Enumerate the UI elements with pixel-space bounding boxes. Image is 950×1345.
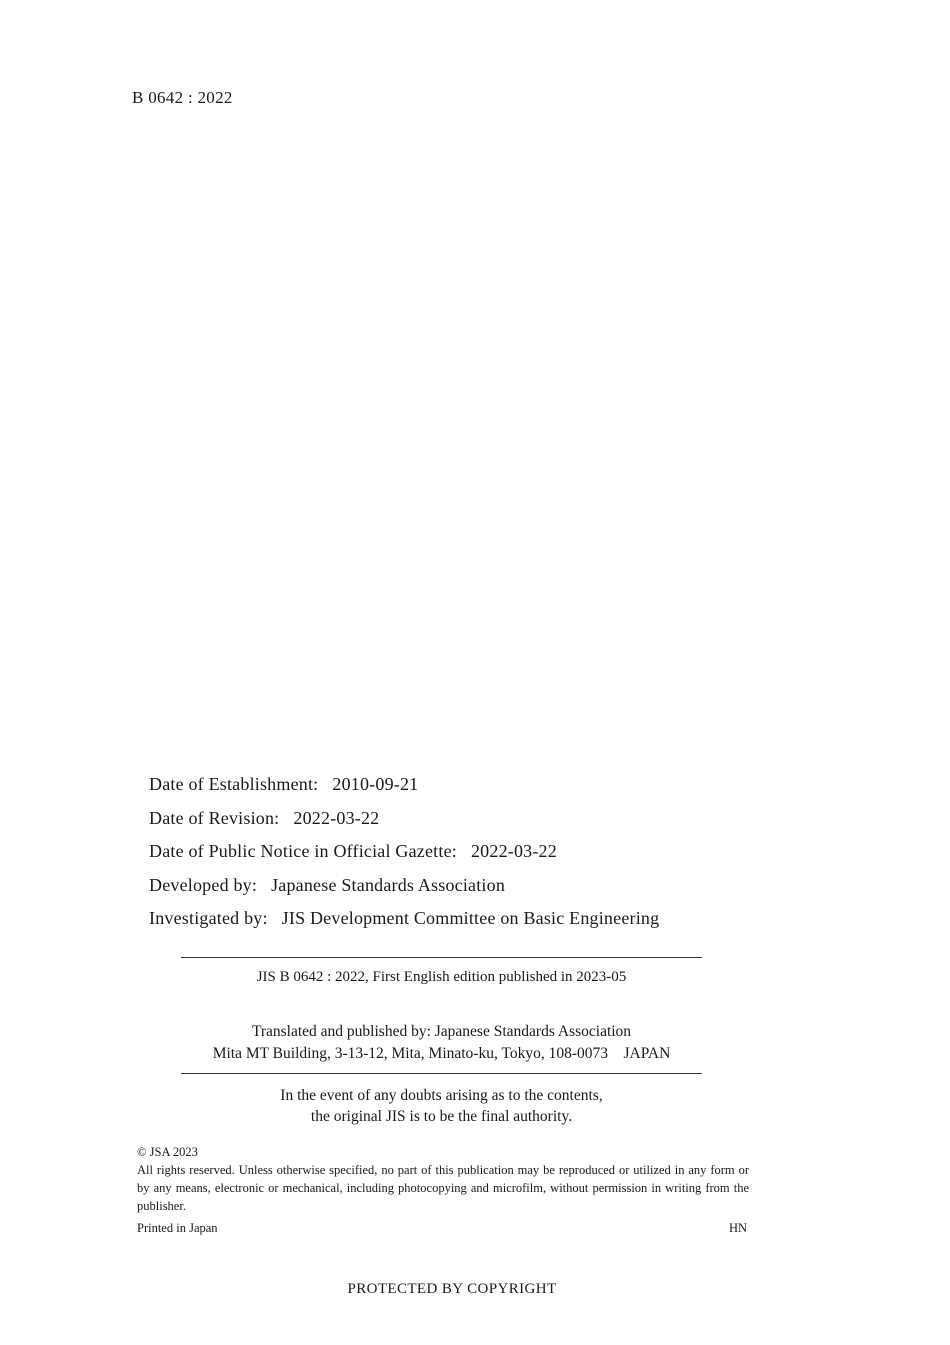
authority-line-1: In the event of any doubts arising as to the contents, <box>280 1087 603 1104</box>
developed-by-label: Developed by: <box>149 874 258 895</box>
date-revision-value: 2022-03-22 <box>293 807 380 828</box>
copyright-holder: © JSA 2023 <box>137 1145 198 1159</box>
date-establishment-value: 2010-09-21 <box>332 774 419 794</box>
divider-bottom <box>181 1073 702 1074</box>
date-establishment-label: Date of Establishment: <box>149 774 319 794</box>
date-public-notice-row <box>149 839 659 873</box>
print-code: HN <box>728 1221 747 1235</box>
print-info-row <box>137 1221 747 1236</box>
publisher-address: Mita MT Building, 3-13-12, Mita, Minato-ku, Tokyo, 108-0073 JAPAN <box>212 1045 671 1062</box>
date-revision-label: Date of Revision: <box>149 807 280 828</box>
investigated-by-row <box>149 906 659 940</box>
date-revision-row <box>149 806 659 840</box>
developed-by-value: Japanese Standards Association <box>271 874 506 895</box>
authority-notice <box>181 1085 702 1127</box>
authority-line-2: the original JIS is to be the final authority. <box>310 1108 573 1125</box>
date-public-notice-label: Date of Public Notice in Official Gazette: <box>149 841 457 861</box>
printed-in: Printed in Japan <box>137 1221 218 1235</box>
publisher-block <box>181 1021 702 1065</box>
date-public-notice-value: 2022-03-22 <box>470 841 557 861</box>
edition-statement: JIS B 0642 : 2022, First English edition published in 2023-05 <box>256 969 627 985</box>
investigated-by-value: JIS Development Committee on Basic Engineering <box>281 908 660 928</box>
divider-top <box>181 957 702 958</box>
publisher-line: Translated and published by: Japanese Standards Association <box>251 1023 632 1040</box>
rights-statement: All rights reserved. Unless otherwise specified, no part of this publication may be reproduced or utilized in any form or by any means, electronic or mechanical, including photocopying and microfilm, without permission in writing from the publisher. <box>137 1163 749 1213</box>
copyright-block <box>137 1143 749 1215</box>
investigated-by-label: Investigated by: <box>149 908 268 928</box>
developed-by-row <box>149 873 659 907</box>
date-establishment-row <box>149 772 659 806</box>
standard-code: B 0642 : 2022 <box>132 88 233 107</box>
protected-notice: PROTECTED BY COPYRIGHT <box>347 1281 557 1297</box>
document-dates-block <box>149 772 659 940</box>
